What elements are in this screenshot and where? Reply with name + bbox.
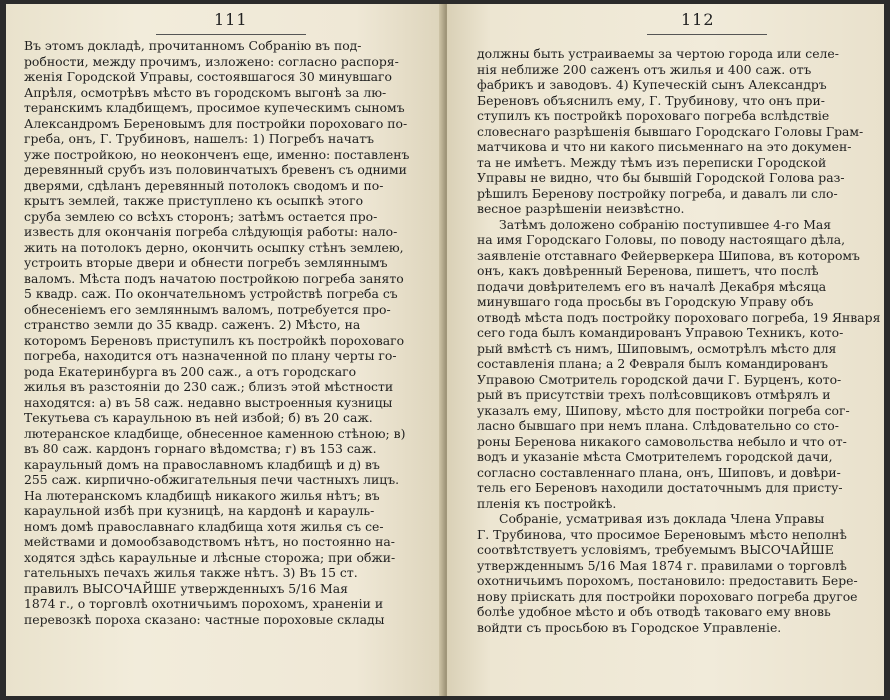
text-line: Береновъ объяснилъ ему, Г. Трубинову, что онъ при-	[477, 92, 825, 108]
text-line: деревянный срубъ изъ половинчатыхъ бревенъ съ одними	[24, 162, 407, 177]
text-line: рѣшилъ Беренову постройку погреба, и давалъ ли сло-	[477, 185, 838, 201]
right-page-text	[477, 46, 881, 635]
text-line: дверями, сдѣланъ деревянный потолокъ сводомъ и по-	[24, 177, 384, 193]
text-line: Затѣмъ доложено собранію поступившее 4-го Мая	[499, 216, 832, 232]
text-line: Апрѣля, осмотрѣвъ мѣсто въ городскомъ выгонѣ за лю-	[24, 84, 387, 100]
text-line: рода Екатеринбурга въ 200 саж., а отъ городскаго	[24, 363, 357, 379]
page-number-left: 111	[214, 10, 248, 29]
text-line: караульный домъ на православномъ кладбищѣ и д) въ	[24, 456, 380, 472]
text-line: ступилъ къ постройкѣ пороховаго погреба вслѣдствіе	[477, 108, 830, 123]
text-line: правилъ ВЫСОЧАЙШЕ утвержденныхъ 5/16 Мая	[24, 580, 348, 596]
book-spread	[6, 4, 884, 696]
text-line: находятся: а) въ 58 саж. недавно выстроенныя кузницы	[24, 394, 393, 410]
text-line: устроить вторые двери и обнести погребъ земляннымъ	[24, 255, 388, 270]
text-line: сего года былъ командированъ Управою Техникъ, кото-	[477, 325, 844, 340]
text-line: роны Беренова никакого самовольства небыло и что от-	[477, 433, 847, 449]
left-page-text	[24, 38, 432, 627]
text-line: крытъ землей, также приступлено къ осыпкѣ этого	[24, 193, 364, 208]
text-line: уже постройкою, но неоконченъ еще, именно: поставленъ	[24, 146, 410, 162]
text-line: валомъ. Мѣста подъ начатою постройкою погреба занято	[24, 270, 404, 286]
text-line: войдти съ просьбою въ Городское Управленіе.	[477, 619, 782, 635]
text-line: лютеранское кладбище, обнесенное каменною стѣною; в)	[24, 425, 406, 441]
text-line: указалъ ему, Шипову, мѣсто для постройки погреба сог-	[477, 402, 850, 418]
text-line: нія неближе 200 саженъ отъ жилья и 400 саж. отъ	[477, 61, 812, 77]
text-line: женія Городской Управы, состоявшагося 30 минувшаго	[24, 69, 392, 84]
text-line: сруба землею со всѣхъ сторонъ; затѣмъ остается про-	[24, 208, 378, 224]
text-line: составленія плана; а 2 Февраля былъ командированъ	[477, 356, 828, 371]
text-line: 5 квадр. саж. По окончательномъ устройствѣ погреба съ	[24, 286, 398, 301]
text-line: известь для окончанія погреба слѣдующія работы: нало-	[24, 224, 398, 239]
text-line: гательныхъ печахъ жилья также нѣтъ. 3) Въ 15 ст.	[24, 565, 358, 580]
header-rule-left	[156, 34, 306, 35]
text-line: Управою Смотритель городской дачи Г. Бурценъ, кото-	[477, 371, 842, 387]
text-line: мействами и домообзаводствомъ нѣтъ, но постоянно на-	[24, 534, 395, 549]
text-line: ходятся здѣсь караульные и лѣсные сторожа; при обжи-	[24, 549, 396, 565]
text-line: робности, между прочимъ, изложено: согласно распоря-	[24, 53, 399, 69]
text-line: водъ и указаніе мѣста Смотрителемъ городской дачи,	[477, 449, 833, 464]
text-line: минувшаго года просьбы въ Городскую Управу объ	[477, 294, 814, 309]
text-line: пленія къ постройкѣ.	[477, 495, 617, 511]
right-page	[447, 4, 884, 696]
text-line: тель его Береновъ находили достаточнымъ для присту-	[477, 480, 843, 495]
text-line: 1874 г., о торговлѣ охотничьимъ порохомъ, храненіи и	[24, 596, 384, 611]
text-line: соотвѣтствуетъ условіямъ, требуемымъ ВЫСОЧАЙШЕ	[477, 542, 834, 557]
left-page	[6, 4, 443, 696]
text-line: караульной избѣ при кузницѣ, на кардонѣ и карауль-	[24, 503, 375, 518]
text-line: номъ домѣ православнаго кладбища хотя жилья съ се-	[24, 518, 384, 534]
text-line: Въ этомъ докладѣ, прочитанномъ Собранію въ под-	[24, 38, 362, 53]
text-line: гребa, онъ, Г. Трубиновъ, нашелъ: 1) Погребъ начатъ	[24, 131, 374, 146]
text-line: рый въ присутствіи трехъ полѣсовщиковъ отмѣрялъ и	[477, 387, 831, 402]
text-line: охотничьимъ порохомъ, постановило: предоставить Бере-	[477, 573, 858, 588]
text-line: Управы не видно, что бы бывшій Городской Голова раз-	[477, 170, 845, 185]
text-line: отводѣ мѣста подъ постройку пороховаго погреба, 19 Января	[477, 309, 881, 325]
text-line: Г. Трубинова, что просимое Береновымъ мѣсто неполнѣ	[477, 526, 847, 542]
header-rule-right	[647, 34, 767, 35]
text-line: та не имѣетъ. Между тѣмъ изъ переписки Городской	[477, 154, 827, 170]
page-number-right: 112	[681, 10, 715, 29]
text-line: нову пріискать для постройки пороховаго погреба другое	[477, 588, 858, 604]
text-line: въ 80 саж. кардонъ горнаго вѣдомства; г) въ 153 саж.	[24, 441, 377, 456]
text-line: которомъ Береновъ приступилъ къ постройкѣ пороховаго	[24, 332, 405, 348]
text-line: онъ, какъ довѣренный Беренова, пишетъ, что послѣ	[477, 263, 819, 278]
text-line: заявленіе отставнаго Фейерверкера Шипова, въ которомъ	[477, 247, 860, 263]
text-line: жить на потолокъ дерно, окончить осыпку стѣнъ землею,	[24, 239, 404, 255]
text-line: на имя Городскаго Головы, по поводу настоящаго дѣла,	[477, 232, 846, 247]
text-line: словеснаго разрѣшенія бывшаго Городскаго Головы Грам-	[477, 123, 864, 139]
text-line: Собраніе, усматривая изъ доклада Члена Управы	[499, 511, 825, 526]
text-line: жилья въ разстояніи до 230 саж.; близъ этой мѣстности	[24, 379, 394, 394]
text-line: фабрикъ и заводовъ. 4) Купеческій сынъ Александръ	[477, 77, 827, 92]
text-line: должны быть устраиваемы за чертою города или селе-	[477, 46, 839, 61]
text-line: согласно составленнаго плана, онъ, Шиповъ, и довѣри-	[477, 464, 841, 480]
text-line: утвержденнымъ 5/16 Мая 1874 г. правилами о торговлѣ	[477, 557, 847, 573]
text-line: погреба, находится отъ назначенной по плану черты го-	[24, 348, 397, 363]
text-line: Александромъ Береновымъ для постройки пороховаго по-	[24, 115, 408, 131]
text-line: теранскимъ кладбищемъ, просимое купеческимъ сыномъ	[24, 100, 405, 115]
text-line: подачи довѣрителемъ его въ началѣ Декабря мѣсяца	[477, 278, 827, 294]
text-line: ласно бывшаго при немъ плана. Слѣдовательно со сто-	[477, 418, 839, 433]
text-line: матчикова и что ни какого письменнаго на это докумен-	[477, 139, 852, 154]
text-line: весное разрѣшеніи неизвѣстно.	[477, 201, 685, 216]
text-line: болѣе удобное мѣсто и объ отводѣ таковаго ему вновь	[477, 604, 831, 619]
text-line: На лютеранскомъ кладбищѣ никакого жилья нѣтъ; въ	[24, 487, 380, 503]
text-line: обнесеніемъ его земляннымъ валомъ, потребуется про-	[24, 301, 391, 317]
text-line: рый вмѣстѣ съ нимъ, Шиповымъ, осмотрѣлъ мѣсто для	[477, 340, 837, 356]
text-line: Текутьева съ караульною въ ней избой; б) въ 20 саж.	[24, 410, 373, 425]
text-line: странство земли до 35 квадр. саженъ. 2) Мѣсто, на	[24, 317, 361, 332]
text-line: перевозкѣ пороха сказано: частные пороховые склады	[24, 611, 385, 627]
text-line: 255 саж. кирпично-обжигательныя печи частныхъ лицъ.	[24, 472, 400, 487]
